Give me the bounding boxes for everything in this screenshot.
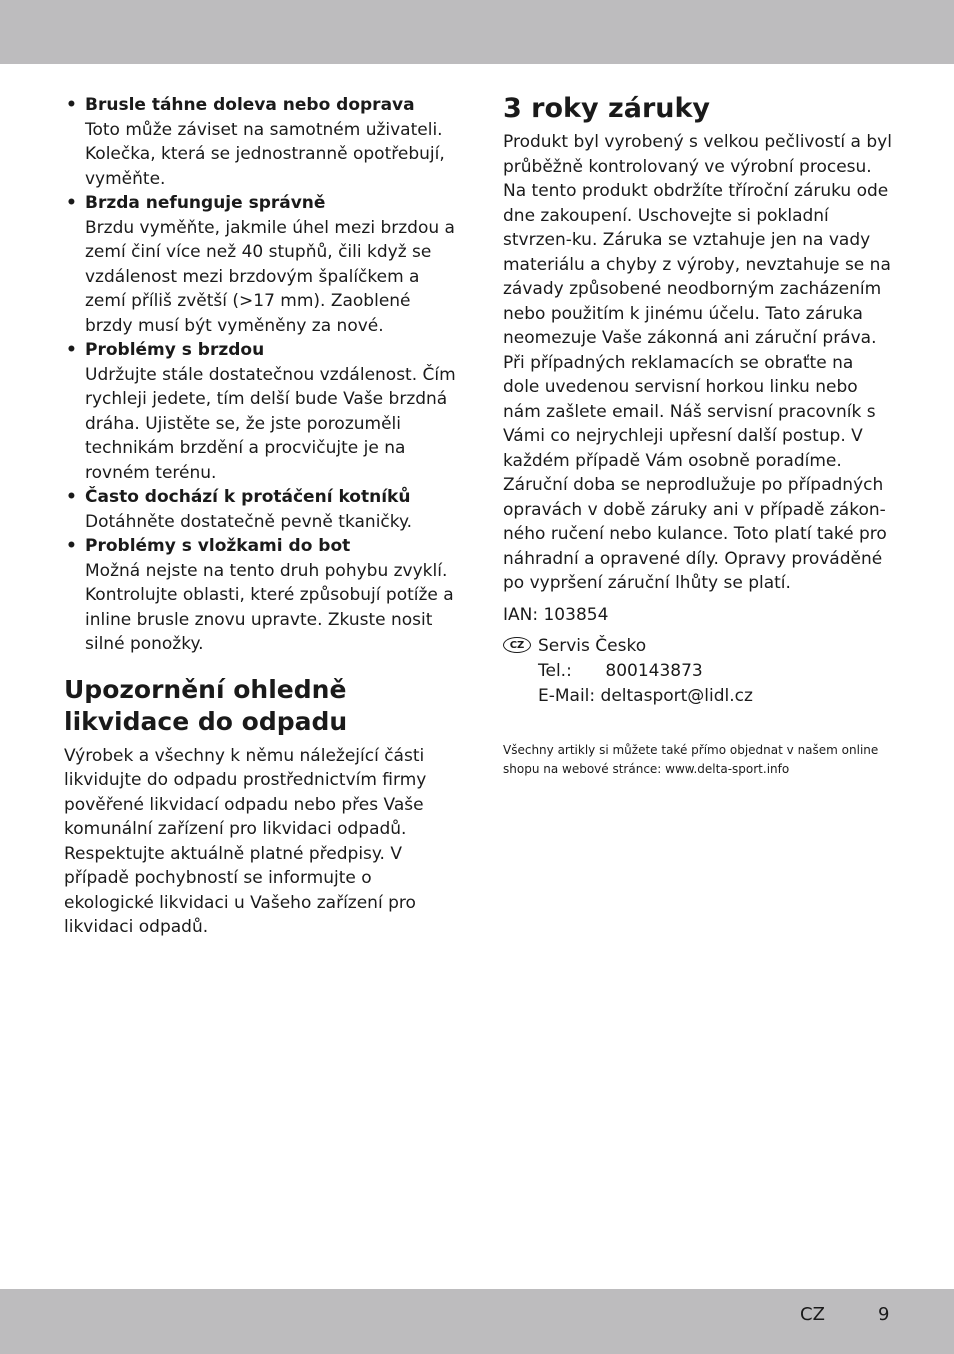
list-item — [64, 191, 460, 338]
service-email-line — [503, 684, 893, 709]
disposal-heading — [64, 674, 460, 738]
footer-language: CZ — [800, 1304, 825, 1325]
item-title: Brusle táhne doleva nebo doprava — [85, 95, 415, 115]
page-number: 9 — [878, 1304, 890, 1325]
right-column — [503, 93, 893, 779]
list-item — [64, 338, 460, 485]
item-body: Dotáhněte dostatečně pevně tkaničky. — [85, 511, 413, 532]
item-title: Problémy s brzdou — [85, 340, 265, 360]
service-name-line — [503, 634, 893, 659]
item-title: Brzda nefunguje správně — [85, 193, 326, 213]
item-body: Udržujte stále dostatečnou vzdálenost. Čím rychleji jedete, tím delší bude Vaše brzdná dráha. Ujistěte se, že jste porozuměli technikám brzdění a procvičujte je na rovném terénu. — [85, 364, 456, 483]
item-body: Možná nejste na tento druh pohybu zvyklí. Kontrolujte oblasti, které způsobují potíže a inline brusle znovu upravte. Zkuste nosit silné ponožky. — [85, 560, 454, 654]
service-contact — [503, 634, 893, 709]
header-bar — [0, 0, 954, 64]
disposal-heading-line2: likvidace do odpadu — [64, 706, 348, 736]
list-item — [64, 93, 460, 191]
left-column — [64, 93, 460, 940]
bullet-icon: • — [66, 95, 77, 115]
tel-value: 800143873 — [605, 661, 703, 681]
list-item — [64, 534, 460, 657]
service-email: E-Mail: deltasport@lidl.cz — [538, 686, 753, 706]
bullet-icon: • — [66, 487, 77, 507]
disposal-text: Výrobek a všechny k němu náležející části likvidujte do odpadu prostřednictvím firmy pověřené likvidací odpadu nebo přes Vaše komunální zařízení pro likvidaci odpadů. Respektujte aktuálně platné předpisy. V případě pochybností se informujte o ekologické likvidaci u Vašeho zařízení pro likvidaci odpadů. — [64, 745, 427, 937]
warranty-text: Produkt byl vyrobený s velkou pečlivostí a byl průběžně kontrolovaný ve výrobní procesu. Na tento produkt obdržíte tříroční záruku ode dne zakoupení. Uschovejte si pokladní stvrzen-ku. Záruka se vztahuje jen na vady materiálu a chyby z výroby, nevztahuje se na závady způsobené neodborným zacházením nebo použitím k jinému účelu. Tato záruka neomezuje Vaše zákonná ani záruční práva. Při případných reklamacích se obraťte na dole uvedenou servisní horkou linku nebo nám zašlete email. Náš servisní pracovník s Vámi co nejrychleji upřesní další postup. V každém případě Vám osobně poradíme. Záruční doba se neprodlužuje po případných opravách v době záruky ani v případě zákon-ného ručení nebo kulance. Toto platí také pro náhradní a opravené díly. Opravy prováděné po vypršení záruční lhůty se platí. — [503, 132, 892, 593]
disposal-heading-line1: Upozornění ohledně — [64, 674, 347, 704]
item-title: Problémy s vložkami do bot — [85, 536, 351, 556]
country-badge-icon: CZ — [503, 637, 531, 653]
item-body: Brzdu vyměňte, jakmile úhel mezi brzdou a zemí činí více než 40 stupňů, čili když se vzdálenost mezi brzdovým špalíčkem a zemí příliš zvětší (>17 mm). Zaoblené brzdy musí být vyměněny za nové. — [85, 217, 455, 336]
item-body: Toto může záviset na samotném uživateli. Kolečka, která se jednostranně opotřebují, vyměňte. — [85, 119, 445, 189]
service-tel-line — [503, 659, 893, 684]
bullet-icon: • — [66, 340, 77, 360]
tel-label: Tel.: — [538, 661, 572, 681]
item-title: Často dochází k protáčení kotníků — [85, 487, 411, 507]
warranty-heading: 3 roky záruky — [503, 93, 711, 124]
service-name: Servis Česko — [538, 636, 647, 656]
ian-number: IAN: 103854 — [503, 604, 609, 625]
order-note: Všechny artikly si můžete také přímo objednat v našem online shopu na webové stránce: www.delta-sport.info — [503, 743, 879, 776]
bullet-icon: • — [66, 193, 77, 213]
bullet-icon: • — [66, 536, 77, 556]
troubleshooting-list — [64, 93, 460, 657]
list-item — [64, 485, 460, 534]
